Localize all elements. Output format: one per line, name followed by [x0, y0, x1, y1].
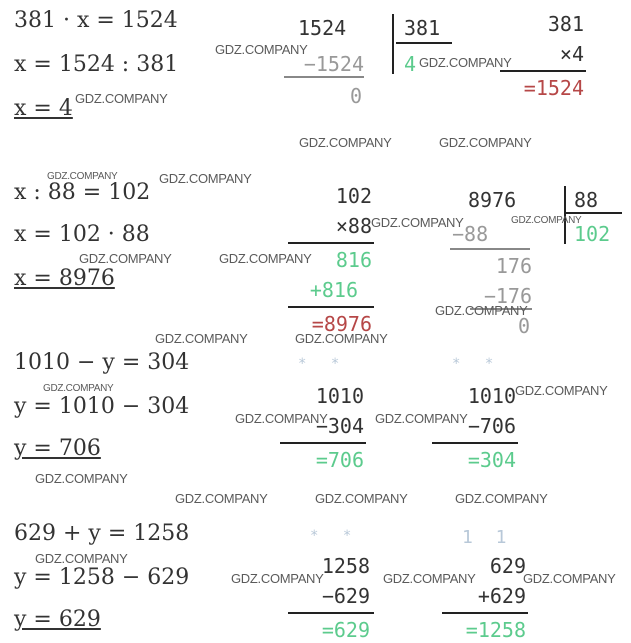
- watermark: GDZ.COMPANY: [35, 551, 128, 566]
- eq2-div-sub1: −88: [452, 222, 489, 246]
- watermark: GDZ.COMPANY: [219, 251, 312, 266]
- eq1-div-remainder: 0: [349, 84, 362, 108]
- eq2-mul-b: ×88: [335, 214, 372, 238]
- eq1-line2: x = 1524 : 381: [14, 52, 179, 77]
- eq3-b-line: [432, 442, 518, 444]
- watermark: GDZ.COMPANY: [175, 491, 268, 506]
- eq2-mul-result: =8976: [311, 312, 372, 336]
- eq3-line1: 1010 − y = 304: [14, 350, 190, 375]
- watermark: GDZ.COMPANY: [371, 215, 464, 230]
- eq1-div-vertical-line: [392, 14, 394, 74]
- eq4-a-borrow-marks: * *: [310, 528, 360, 544]
- eq1-div-dividend: 1524: [298, 16, 347, 40]
- watermark: GDZ.COMPANY: [79, 251, 172, 266]
- eq3-b-result: =304: [467, 448, 516, 472]
- eq1-div-sub-line: [284, 76, 364, 78]
- watermark: GDZ.COMPANY: [159, 171, 252, 186]
- watermark: GDZ.COMPANY: [511, 215, 582, 226]
- eq2-div-divisor: 88: [574, 188, 599, 212]
- eq1-line1: 381 · x = 1524: [14, 8, 178, 33]
- watermark: GDZ.COMPANY: [215, 42, 308, 57]
- watermark: GDZ.COMPANY: [515, 383, 608, 398]
- eq2-mul-a: 102: [335, 184, 372, 208]
- watermark: GDZ.COMPANY: [439, 135, 532, 150]
- eq2-div-sub1-line: [450, 248, 530, 250]
- watermark: GDZ.COMPANY: [295, 331, 388, 346]
- watermark: GDZ.COMPANY: [231, 571, 324, 586]
- watermark: GDZ.COMPANY: [155, 331, 248, 346]
- eq4-line2: y = 1258 − 629: [14, 565, 190, 590]
- eq1-div-subtrahend: −1524: [303, 52, 364, 76]
- eq2-mul-sum-line: [288, 306, 374, 308]
- eq2-line1: x : 88 = 102: [14, 180, 151, 205]
- eq1-div-quotient-line: [396, 42, 452, 44]
- eq2-div-quotient-line: [566, 212, 622, 214]
- eq4-b-carry-marks: 1 1: [462, 527, 513, 548]
- eq1-mul-line: [500, 70, 586, 72]
- eq2-div-dividend: 8976: [468, 188, 517, 212]
- eq3-b-subtrahend: −706: [467, 414, 516, 438]
- eq4-b-addend2: +629: [477, 584, 526, 608]
- watermark: GDZ.COMPANY: [235, 411, 328, 426]
- eq3-a-result: =706: [315, 448, 364, 472]
- eq1-mul-a: 381: [547, 12, 584, 36]
- watermark: GDZ.COMPANY: [383, 571, 476, 586]
- eq3-line2: y = 1010 − 304: [14, 394, 190, 419]
- eq4-b-result: =1258: [465, 618, 526, 642]
- eq3-a-subtrahend: −304: [315, 414, 364, 438]
- eq2-mul-line: [288, 242, 374, 244]
- watermark: GDZ.COMPANY: [43, 383, 114, 394]
- eq2-mul-partial1: 816: [335, 248, 372, 272]
- watermark: GDZ.COMPANY: [75, 91, 168, 106]
- eq3-b-minuend: 1010: [467, 384, 516, 408]
- watermark: GDZ.COMPANY: [375, 411, 468, 426]
- eq2-mul-partial2: +816: [309, 278, 358, 302]
- eq3-answer: y = 706: [14, 436, 101, 461]
- eq4-b-line: [442, 612, 528, 614]
- watermark: GDZ.COMPANY: [523, 571, 616, 586]
- eq3-a-borrow-marks: * *: [298, 356, 348, 372]
- eq2-answer: x = 8976: [14, 266, 115, 291]
- eq3-b-borrow-marks: * *: [452, 356, 502, 372]
- eq4-b-addend1: 629: [489, 554, 526, 578]
- watermark: GDZ.COMPANY: [47, 171, 118, 182]
- eq1-div-quotient: 4: [404, 52, 417, 76]
- eq4-answer: y = 629: [14, 607, 101, 632]
- eq2-div-remainder: 0: [517, 314, 530, 338]
- eq3-a-line: [280, 442, 366, 444]
- eq2-div-sub2: −176: [483, 284, 532, 308]
- eq1-answer: x = 4: [14, 96, 73, 121]
- eq2-div-quotient: 102: [574, 222, 611, 246]
- eq4-a-subtrahend: −629: [321, 584, 370, 608]
- eq4-line1: 629 + y = 1258: [14, 521, 190, 546]
- eq4-a-line: [288, 612, 374, 614]
- eq1-mul-b: ×4: [559, 42, 584, 66]
- watermark: GDZ.COMPANY: [315, 491, 408, 506]
- eq1-div-divisor: 381: [404, 16, 441, 40]
- watermark: GDZ.COMPANY: [455, 491, 548, 506]
- eq3-a-minuend: 1010: [315, 384, 364, 408]
- watermark: GDZ.COMPANY: [35, 471, 128, 486]
- watermark: GDZ.COMPANY: [419, 55, 512, 70]
- eq4-a-minuend: 1258: [321, 554, 370, 578]
- eq4-a-result: =629: [321, 618, 370, 642]
- eq2-div-rem1: 176: [495, 254, 532, 278]
- watermark: GDZ.COMPANY: [435, 303, 528, 318]
- watermark: GDZ.COMPANY: [299, 135, 392, 150]
- eq2-line2: x = 102 · 88: [14, 222, 150, 247]
- eq1-mul-result: =1524: [523, 76, 584, 100]
